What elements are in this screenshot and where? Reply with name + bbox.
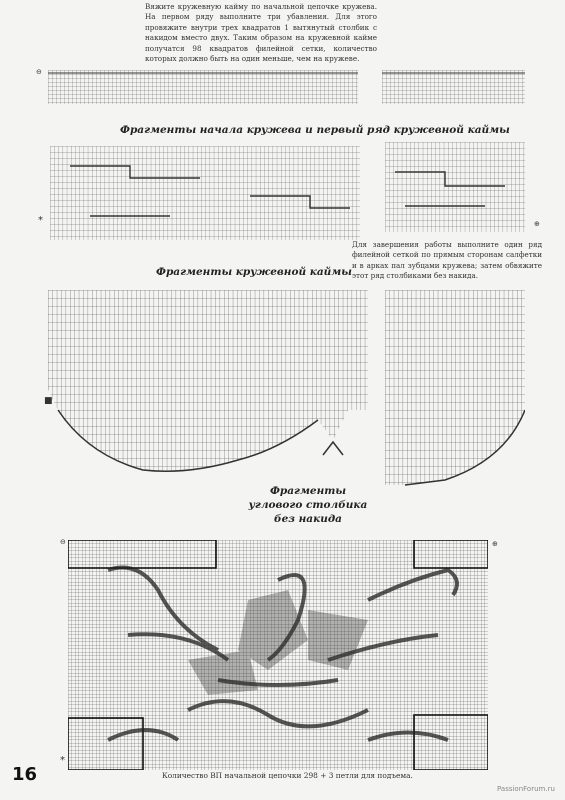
intro-text: Вяжите кружевную кайму по начальной цепочке кружева. На первом ряду выполните три убавления. Для этого провяжите внутри трех квадратов 1 вытянутый столбик с накидом вместо двух. Таким образом на кружевной кайме получатся 98 квадратов филейной сетки, количество которых должно быть на один меньше, чем на кружеве. [145, 2, 377, 64]
asterisk-symbol: * [38, 215, 43, 226]
circle-plus-symbol: ⊕ [534, 220, 540, 228]
scalloped-border-chart-right [385, 290, 525, 490]
lace-start-chart-right [382, 70, 525, 104]
finish-text: Для завершения работы выполните один ряд филейной сеткой по прямым сторонам салфетки и в арках пал зубцами кружева; затем обвяжите этот ряд столбиками без накида. [352, 240, 542, 281]
circle-plus-symbol-bottom: ⊕ [492, 540, 498, 548]
footer-text: Количество ВП начальной цепочки 298 + 3 петли для подъема. [162, 771, 413, 780]
border-chart-right [385, 142, 525, 232]
lace-start-chart-left [48, 70, 358, 104]
caption-lace-start: Фрагменты начала кружева и первый ряд кружевной каймы [120, 124, 510, 136]
watermark: PassionForum.ru [497, 785, 555, 793]
asterisk-symbol-bottom: * [60, 755, 65, 766]
caption-corner-stitch: Фрагменты углового столбика без накида [248, 485, 368, 525]
caption-border-fragments: Фрагменты кружевной каймы [156, 266, 352, 278]
page-number: 16 [12, 764, 38, 785]
border-chart-left [50, 146, 360, 240]
scalloped-border-chart-left [48, 290, 368, 480]
square-symbol: ■ [44, 396, 53, 406]
circle-minus-symbol-bottom: ⊖ [60, 538, 66, 546]
main-filet-chart [68, 540, 488, 770]
circle-minus-symbol: ⊖ [36, 68, 42, 76]
